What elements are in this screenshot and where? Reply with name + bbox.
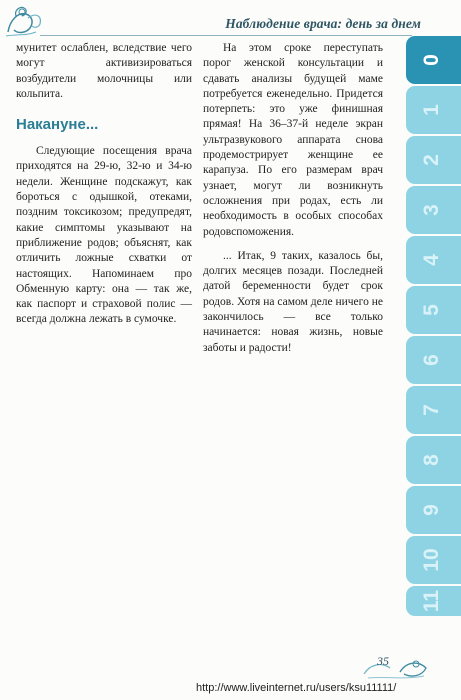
tab-label: 1 <box>419 104 443 116</box>
angel-illustration-icon <box>2 2 46 42</box>
month-tab[interactable] <box>406 186 461 234</box>
month-tab[interactable] <box>406 136 461 184</box>
body-paragraph: ... Итак, 9 таких, казалось бы, долгих месяцев позади. Последней датой беременности будет срок родов. Хотя на самом деле ничего не закончилось — все только начинается: новая жизнь, новые заботы и радости! <box>203 249 383 354</box>
month-tab[interactable] <box>406 586 461 616</box>
month-tab[interactable] <box>406 286 461 334</box>
tab-label: 10 <box>419 548 443 572</box>
month-tabs <box>406 36 461 616</box>
running-title: Наблюдение врача: день за днем <box>225 16 421 31</box>
tab-label: 4 <box>419 254 443 266</box>
tab-label: 2 <box>419 154 443 166</box>
tab-label: 6 <box>419 354 443 366</box>
tab-label: 7 <box>419 404 443 416</box>
tab-label: 5 <box>419 304 443 316</box>
left-column <box>16 41 192 328</box>
tab-label: 3 <box>419 204 443 216</box>
tab-label: 9 <box>419 504 443 516</box>
tab-label: 0 <box>419 54 443 66</box>
section-heading: Накануне... <box>16 116 99 134</box>
body-paragraph: Следующие посещения врача приходятся на 29-ю, 32-ю и 34-ю недели. Женщине подскажут, как бороться с одышкой, отеками, поздним токсикозом; предупредят, какие симптомы указывают на приближение родов; объяснят, как отличить ложные схватки от настоящих. Напоминаем про Обменную карту: она — так же, как паспорт и страховой полис — всегда должна лежать в сумочке. <box>16 145 192 326</box>
month-tab[interactable] <box>406 86 461 134</box>
month-tab[interactable] <box>406 536 461 584</box>
month-tab[interactable] <box>406 386 461 434</box>
angel-illustration-icon <box>360 654 432 682</box>
lead-in-paragraph: мунитет ослаблен, вследствие чего могут активизироваться возбудители молочницы или кольпита. <box>16 42 192 100</box>
month-tab[interactable] <box>406 236 461 284</box>
body-paragraph: На этом сроке переступать порог женской консультации и сдавать анализы будущей маме потребуется еженедельно. Придется потерпеть: это уже финишная прямая! На 36–37-й неделе экран ультразвукового аппарата снова продемострирует женщине ее карапуза. По его размерам врач узнает, могут ли возникнуть осложнения при родах, есть ли необходимость в особых способах родовспоможения. <box>203 42 383 238</box>
month-tab[interactable] <box>406 336 461 384</box>
page-header <box>0 0 461 40</box>
month-tab[interactable] <box>406 436 461 484</box>
page-number: 35 <box>377 654 389 668</box>
tab-label: 11 <box>419 589 443 613</box>
tab-label: 8 <box>419 454 443 466</box>
source-watermark: http://www.liveinternet.ru/users/ksu11111/ <box>196 682 397 694</box>
month-tab[interactable] <box>406 36 461 84</box>
header-divider <box>40 35 412 36</box>
right-column <box>203 41 383 356</box>
month-tab[interactable] <box>406 486 461 534</box>
